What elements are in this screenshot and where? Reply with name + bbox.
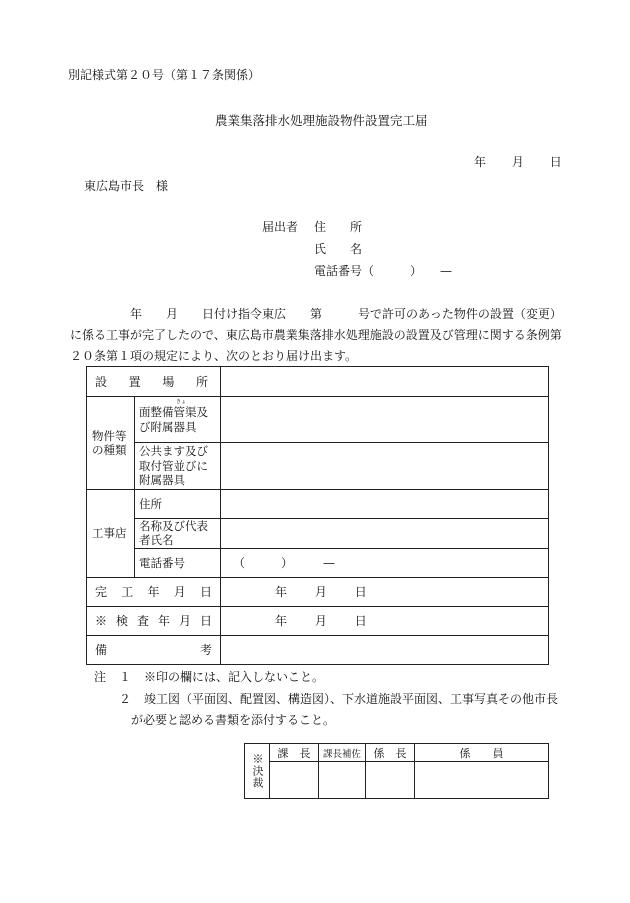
contractor-address-field[interactable] (221, 490, 549, 519)
stamp-box-deputy-chief (319, 762, 366, 799)
contractor-phone-label: 電話番号 (135, 548, 221, 577)
stamp-side-text: ※決裁 (251, 753, 264, 789)
item2-field[interactable] (221, 443, 549, 490)
inspection-month: 月 (314, 614, 327, 629)
page-title: 農業集落排水処理施設物件設置完工届 (215, 113, 428, 128)
item1-field[interactable] (221, 397, 549, 443)
remarks-label: 備考 (87, 635, 221, 664)
date-line (474, 153, 562, 170)
contractor-label: 工事店 (87, 490, 135, 578)
note-1-text: ※印の欄には、記入しないこと。 (144, 670, 325, 684)
notes-prefix: 注 (94, 670, 107, 684)
date-day-label: 日 (549, 155, 562, 169)
item2-label: 公共ます及び取付管並びに附属器具 (135, 443, 221, 490)
item-type-label: 物件等の種類 (87, 397, 135, 490)
stamp-col-section-chief: 課 長 (270, 744, 319, 762)
location-label: 設置場所 (87, 367, 221, 397)
applicant-address-label: 住 所 (314, 220, 363, 234)
stamp-col-deputy-chief: 課長補佐 (319, 744, 366, 762)
completion-day: 日 (354, 585, 367, 600)
stamp-side-label (245, 744, 270, 799)
stamp-box-staff (415, 762, 549, 799)
contractor-phone-value: （ ） — (233, 556, 336, 571)
contractor-name-label: 名称及び代表者氏名 (135, 519, 221, 549)
item1-label (135, 397, 221, 443)
body-line-2: に係る工事が完了したので、東広島市農業集落排水処理施設の設置及び管理に関する条例第 (70, 328, 562, 342)
note-2-line-2: が必要と認める書類を添付すること。 (131, 713, 336, 727)
stamp-col-subsection-chief: 係 長 (366, 744, 415, 762)
completion-form-table (86, 366, 549, 665)
contractor-address-label: 住所 (135, 490, 221, 519)
inspection-day: 日 (354, 614, 367, 629)
note-2-line-1: 竣工図（平面図、配置図、構造図）、下水道施設平面図、工事写真その他市長 (144, 692, 559, 706)
stamp-col-staff: 係 員 (415, 744, 549, 762)
body-line-1: 年 月 日付け指令東広 第 号で許可のあった物件の設置（変更） (130, 307, 562, 321)
applicant-name-label: 氏 名 (314, 242, 363, 256)
inspection-date-field (221, 606, 549, 635)
date-year-label: 年 (474, 155, 487, 169)
completion-date-field[interactable] (221, 577, 549, 606)
inspection-year: 年 (275, 614, 288, 629)
contractor-phone-field[interactable] (221, 548, 549, 577)
contractor-name-field[interactable] (221, 519, 549, 549)
item1-text: 面整備管渠及び附属器具 (139, 405, 208, 434)
applicant-label: 届出者 (262, 220, 299, 234)
body-line-3: ２０条第１項の規定により、次のとおり届け出ます。 (70, 349, 358, 363)
applicant-phone-label: 電話番号（ ） — (314, 264, 453, 278)
completion-date-label: 完工年月日 (87, 577, 221, 606)
note-2-number: ２ (119, 692, 132, 706)
approval-stamp-table (244, 743, 549, 799)
stamp-box-section-chief (270, 762, 319, 799)
form-number: 別記様式第２０号（第１７条関係） (68, 68, 261, 82)
completion-month: 月 (314, 585, 327, 600)
note-1-number: １ (119, 670, 132, 684)
addressee: 東広島市長 様 (84, 179, 169, 193)
remarks-field[interactable] (221, 635, 549, 664)
inspection-date-label: ※検査年月日 (87, 606, 221, 635)
completion-year: 年 (275, 585, 288, 600)
stamp-box-subsection-chief (366, 762, 415, 799)
location-field[interactable] (221, 367, 549, 397)
date-month-label: 月 (511, 155, 524, 169)
item1-ruby: きょ (176, 399, 187, 405)
